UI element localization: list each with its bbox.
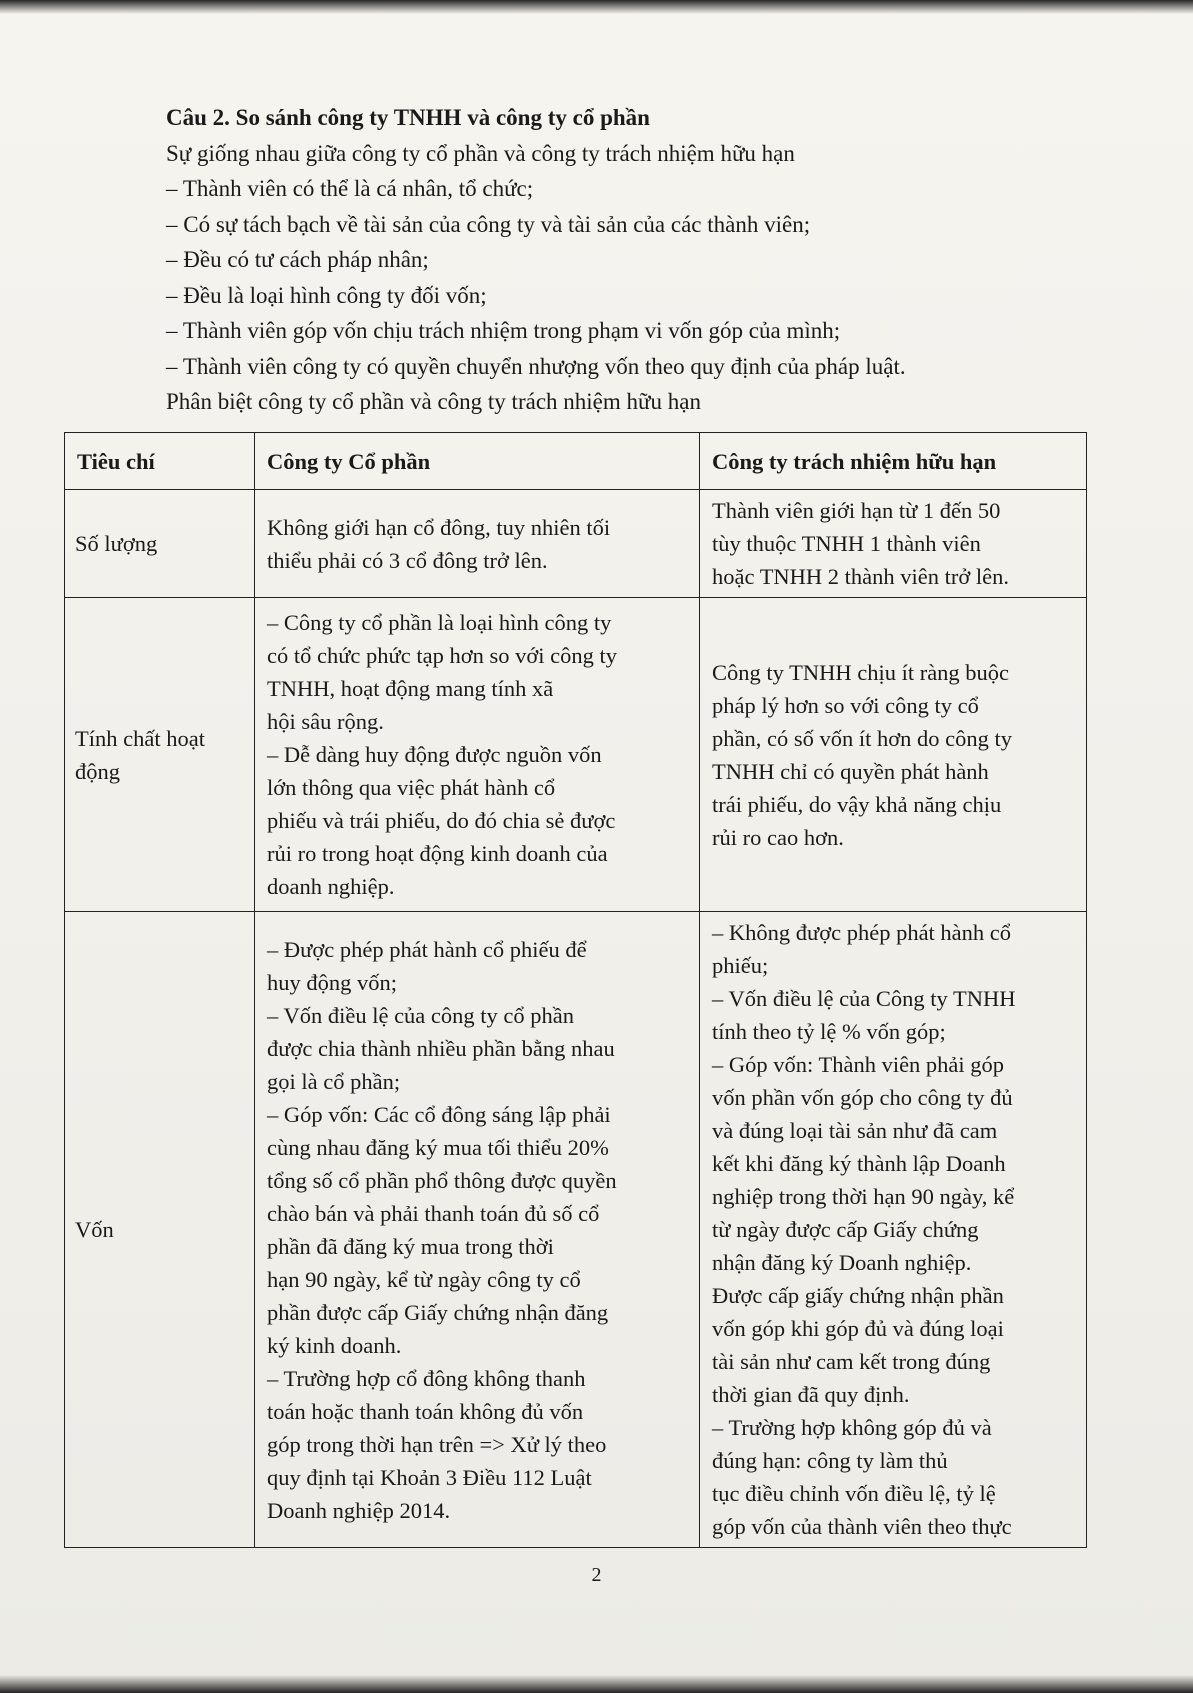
row-criterion: Vốn (65, 912, 255, 1548)
comparison-table (64, 432, 1087, 1548)
similarity-item: – Có sự tách bạch về tài sản của công ty và tài sản của các thành viên; (166, 211, 811, 237)
document-body (166, 100, 1086, 420)
scan-bottom-edge (0, 1675, 1193, 1693)
header-jsc: Công ty Cổ phần (255, 433, 700, 490)
similarities-title: Sự giống nhau giữa công ty cổ phần và công ty trách nhiệm hữu hạn (166, 140, 795, 166)
row-llc-cell: Thành viên giới hạn từ 1 đến 50 tùy thuộc TNHH 1 thành viên hoặc TNHH 2 thành viên trở lên. (700, 490, 1087, 598)
row-jsc-cell: – Được phép phát hành cổ phiếu để huy động vốn; – Vốn điều lệ của công ty cổ phần được chia thành nhiều phần bằng nhau gọi là cổ phần; – Góp vốn: Các cổ đông sáng lập phải cùng nhau đăng ký mua tối thiểu 20% tổng số cổ phần phổ thông được quyền chào bán và phải thanh toán đủ số cổ phần đã đăng ký mua trong thời hạn 90 ngày, kể từ ngày công ty cổ phần được cấp Giấy chứng nhận đăng ký kinh doanh. – Trường hợp cổ đông không thanh toán hoặc thanh toán không đủ vốn góp trong thời hạn trên => Xử lý theo quy định tại Khoản 3 Điều 112 Luật Doanh nghiệp 2014. (255, 912, 700, 1548)
similarity-item: – Thành viên góp vốn chịu trách nhiệm trong phạm vi vốn góp của mình; (166, 318, 841, 343)
row-jsc-cell: Không giới hạn cổ đông, tuy nhiên tối thiểu phải có 3 cổ đông trở lên. (255, 490, 700, 598)
row-jsc-cell: – Công ty cổ phần là loại hình công ty có tổ chức phức tạp hơn so với công ty TNHH, hoạt động mang tính xã hội sâu rộng. – Dễ dàng huy động được nguồn vốn lớn thông qua việc phát hành cổ phiếu và trái phiếu, do đó chia sẻ được rủi ro trong hoạt động kinh doanh của doanh nghiệp. (255, 598, 700, 912)
differences-title: Phân biệt công ty cổ phần và công ty trách nhiệm hữu hạn (166, 389, 701, 414)
similarity-item: – Thành viên công ty có quyền chuyển nhượng vốn theo quy định của pháp luật. (166, 353, 906, 379)
row-criterion: Số lượng (65, 490, 255, 598)
table-row (65, 598, 1087, 912)
header-llc: Công ty trách nhiệm hữu hạn (700, 433, 1087, 490)
table-row (65, 490, 1087, 598)
scan-top-edge (0, 0, 1193, 14)
section-heading: Câu 2. So sánh công ty TNHH và công ty cổ phần (166, 105, 650, 130)
table-row (65, 912, 1087, 1548)
table-header-row (65, 433, 1087, 490)
row-llc-cell: – Không được phép phát hành cổ phiếu; – Vốn điều lệ của Công ty TNHH tính theo tỷ lệ % vốn góp; – Góp vốn: Thành viên phải góp vốn phần vốn góp cho công ty đủ và đúng loại tài sản như đã cam kết khi đăng ký thành lập Doanh nghiệp trong thời hạn 90 ngày, kể từ ngày được cấp Giấy chứng nhận đăng ký Doanh nghiệp. Được cấp giấy chứng nhận phần vốn góp khi góp đủ và đúng loại tài sản như cam kết trong đúng thời gian đã quy định. – Trường hợp không góp đủ và đúng hạn: công ty làm thủ tục điều chỉnh vốn điều lệ, tỷ lệ góp vốn của thành viên theo thực (700, 912, 1087, 1548)
similarity-item: – Thành viên có thể là cá nhân, tổ chức; (166, 176, 534, 201)
header-criterion: Tiêu chí (65, 433, 255, 490)
similarity-item: – Đều có tư cách pháp nhân; (166, 247, 429, 272)
row-criterion: Tính chất hoạt động (65, 598, 255, 912)
row-llc-cell: Công ty TNHH chịu ít ràng buộc pháp lý hơn so với công ty cổ phần, có số vốn ít hơn do công ty TNHH chỉ có quyền phát hành trái phiếu, do vậy khả năng chịu rủi ro cao hơn. (700, 598, 1087, 912)
similarity-item: – Đều là loại hình công ty đối vốn; (166, 282, 487, 308)
page-number: 2 (591, 1564, 602, 1586)
